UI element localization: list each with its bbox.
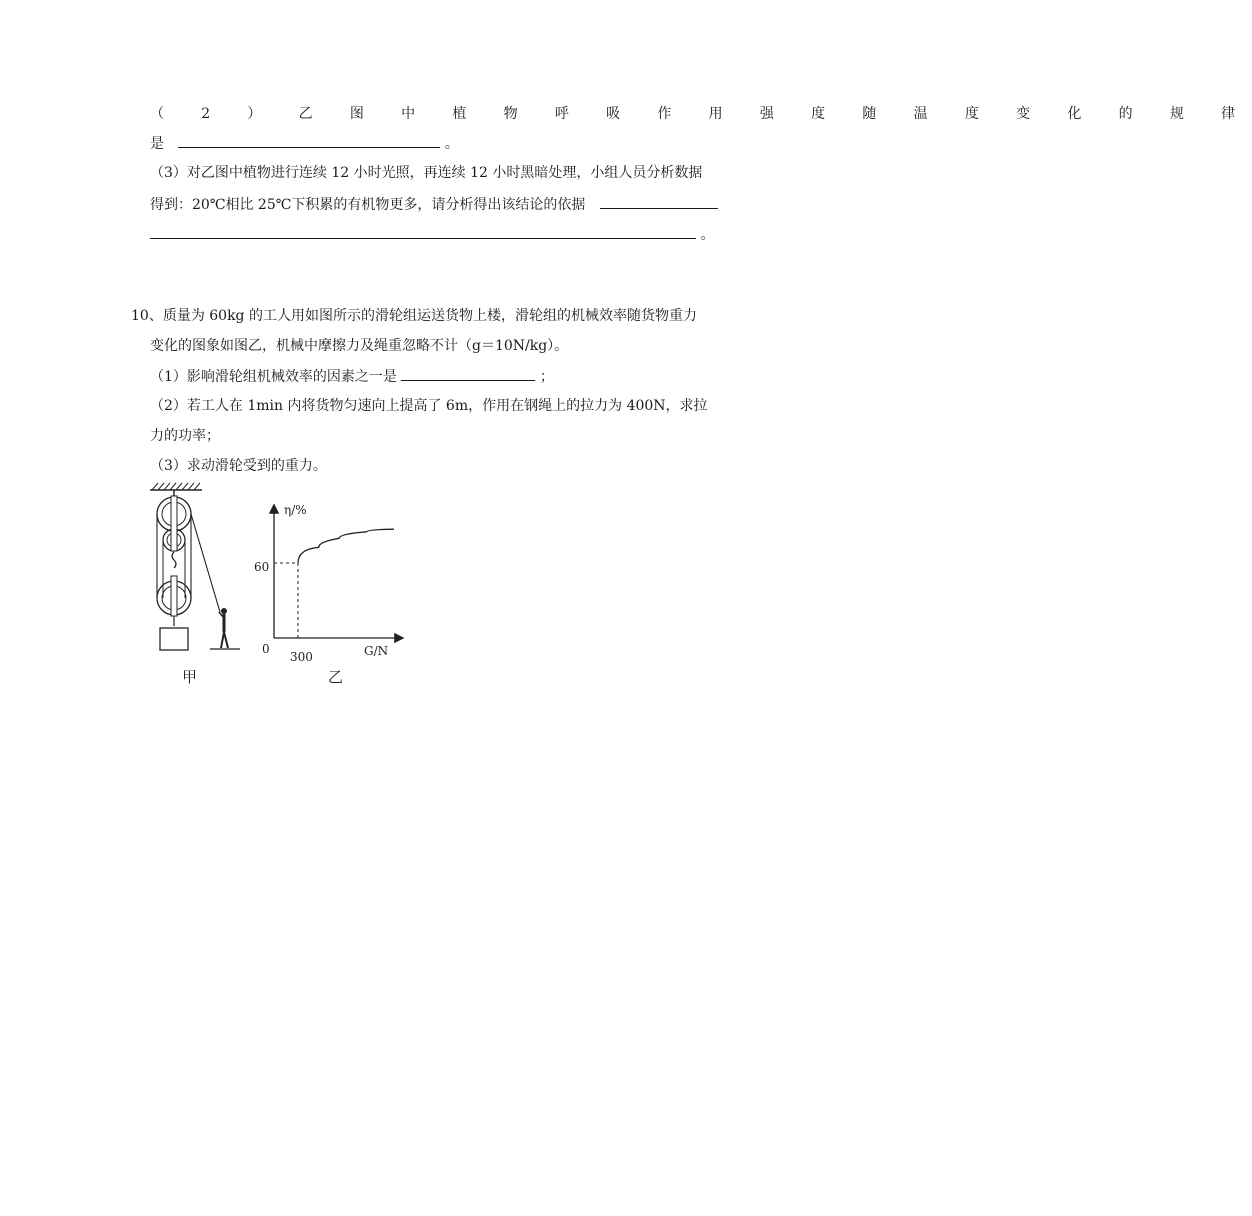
q9-part2-line1: （ 2 ） 乙 图 中 植 物 呼 吸 作 用 强 度 随 温 度 变 化 的 规 律 (150, 106, 1252, 122)
q9-part2-text: 是 (150, 136, 164, 152)
q9-part2-answer-blank[interactable] (178, 133, 440, 148)
q9-part3-answer-blank-b[interactable] (150, 224, 696, 239)
q10-sub1-answer-blank[interactable] (401, 366, 535, 381)
q10-sub1-text: （1）影响滑轮组机械效率的因素之一是 (150, 369, 397, 385)
q10-sub1-end: ； (539, 369, 554, 385)
q9-part2-period: 。 (444, 136, 459, 152)
x-tick-label-300: 300 (290, 650, 313, 664)
q9-part3-period: 。 (700, 227, 715, 243)
q9-part3-answer-blank-a[interactable] (600, 194, 718, 209)
y-tick-label-60: 60 (254, 560, 270, 574)
y-axis-label: η/% (284, 503, 307, 517)
q10-sub2-line1: （2）若工人在 1min 内将货物匀速向上提高了 6m，作用在钢绳上的拉力为 400N，求拉 (150, 398, 708, 414)
origin-label: 0 (262, 642, 270, 656)
figure-jia-label: 甲 (182, 668, 198, 686)
efficiency-curve (298, 529, 394, 563)
q10-sub2-line2: 力的功率； (150, 428, 220, 444)
efficiency-chart (250, 496, 410, 662)
q9-part2-line2 (150, 133, 459, 154)
pulley-system-figure (140, 480, 250, 660)
q9-part3-line2 (150, 194, 718, 215)
q10-stem-line2: 变化的图象如图乙，机械中摩擦力及绳重忽略不计（g＝10N/kg）。 (150, 338, 569, 354)
q9-part3-line1: （3）对乙图中植物进行连续 12 小时光照，再连续 12 小时黑暗处理，小组人员分析数据 (150, 165, 703, 181)
q10-sub3: （3）求动滑轮受到的重力。 (150, 458, 327, 474)
x-axis-label: G/N (364, 644, 389, 658)
q10-stem-line1: 10、质量为 60kg 的工人用如图所示的滑轮组运送货物上楼，滑轮组的机械效率随货物重力 (131, 308, 697, 324)
figure-yi-label: 乙 (328, 668, 344, 686)
q9-part3-text: 得到：20℃相比 25℃下积累的有机物更多，请分析得出该结论的依据 (150, 197, 586, 213)
q9-part3-line3 (150, 224, 714, 245)
q10-sub1 (150, 366, 554, 387)
